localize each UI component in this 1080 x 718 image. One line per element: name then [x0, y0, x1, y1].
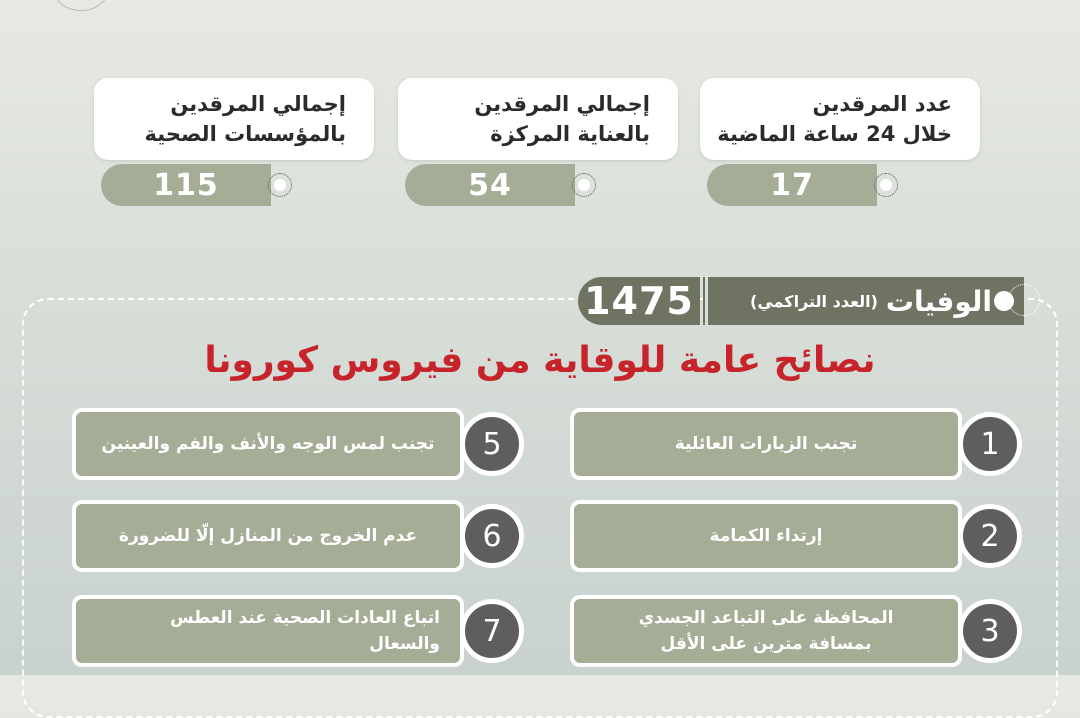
- stat-card-24h: [700, 78, 980, 208]
- tip-text-line: إرتداء الكمامة: [709, 526, 823, 546]
- tip-number: 6: [460, 504, 524, 568]
- tip-text-box: [72, 408, 464, 480]
- tip-text-line: تجنب الزيارات العائلية: [674, 434, 858, 454]
- bullet-dot-icon: [572, 173, 596, 197]
- bullet-dot-icon: [874, 173, 898, 197]
- tip-number: 3: [958, 599, 1022, 663]
- tip-text-box: [72, 595, 464, 667]
- tip-item-3: [570, 595, 1022, 667]
- tip-number: 7: [460, 599, 524, 663]
- deaths-label: [708, 277, 1024, 325]
- tip-text-box: [72, 500, 464, 572]
- tip-item-6: [72, 500, 524, 572]
- deaths-value: 1475: [578, 277, 700, 325]
- bullet-dot-icon: [268, 173, 292, 197]
- tip-text-line: اتباع العادات الصحية عند العطس والسعال: [170, 608, 440, 654]
- stat-value: 17: [707, 164, 877, 206]
- tip-text-line: المحافظة على التباعد الجسدي: [638, 608, 894, 628]
- tip-text-line: بمسافة مترين على الأقل: [660, 634, 872, 654]
- stat-label-line2: بالعناية المركزة: [490, 122, 650, 146]
- stat-label-line2: خلال 24 ساعة الماضية: [717, 122, 952, 146]
- stat-label-box: [398, 78, 678, 160]
- stat-value: 115: [101, 164, 271, 206]
- tip-number: 5: [460, 412, 524, 476]
- dot-ring-icon: [1008, 284, 1040, 316]
- stat-label-box: [94, 78, 374, 160]
- tip-text-line: تجنب لمس الوجه والأنف والفم والعينين: [101, 434, 435, 454]
- deaths-subtitle: (العدد التراكمي): [750, 291, 878, 311]
- tip-text-box: [570, 408, 962, 480]
- stat-label-line1: إجمالي المرقدين: [170, 92, 346, 116]
- tip-text-line: عدم الخروج من المنازل إلّا للضرورة: [118, 526, 418, 546]
- section-heading: نصائح عامة للوقاية من فيروس كورونا: [204, 340, 876, 381]
- tip-item-7: [72, 595, 524, 667]
- decorative-arc: [50, 0, 112, 11]
- stat-card-icu: [398, 78, 678, 208]
- stat-label-line1: إجمالي المرقدين: [474, 92, 650, 116]
- stat-label-box: [700, 78, 980, 160]
- tip-number: 2: [958, 504, 1022, 568]
- deaths-bar: [578, 277, 1024, 325]
- deaths-separator: [703, 277, 705, 325]
- tip-text-box: [570, 595, 962, 667]
- tip-number: 1: [958, 412, 1022, 476]
- deaths-title: الوفيات: [885, 284, 992, 318]
- tip-item-2: [570, 500, 1022, 572]
- stat-card-health-institutions: [94, 78, 374, 208]
- tip-item-1: [570, 408, 1022, 480]
- stat-label-line1: عدد المرقدين: [812, 92, 952, 116]
- tip-text-box: [570, 500, 962, 572]
- stat-label-line2: بالمؤسسات الصحية: [144, 122, 346, 146]
- tip-item-5: [72, 408, 524, 480]
- stat-value: 54: [405, 164, 575, 206]
